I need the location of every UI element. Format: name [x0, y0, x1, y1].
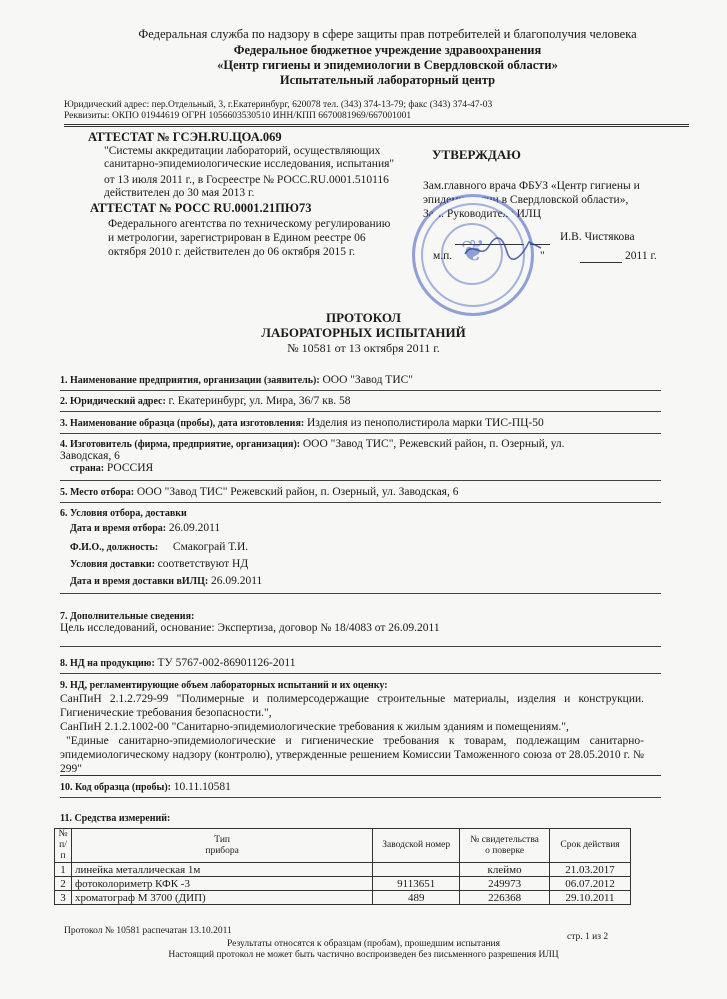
approval-date-quote: "	[540, 250, 545, 262]
footer-printed: Протокол № 10581 распечатан 13.10.2011	[64, 926, 232, 936]
section-6-fio	[70, 541, 248, 553]
col-header-cert-l2: о поверке	[485, 845, 525, 856]
footer-page-number: стр. 1 из 2	[567, 932, 609, 942]
institution-type: Федеральное бюджетное учреждение здравоохранения	[233, 43, 542, 57]
approval-mp: м.п.	[433, 250, 453, 262]
section-2-value: г. Екатеринбург, ул. Мира, 36/7 кв. 58	[168, 395, 351, 407]
approval-year: 2011 г.	[625, 250, 657, 262]
section-3	[60, 417, 661, 434]
col-header-num: № п/п	[55, 829, 72, 863]
col-header-type-l2: прибора	[205, 845, 239, 856]
sample-date-value: 26.09.2011	[168, 522, 221, 534]
attestat-1-title: АТТЕСТАТ № ГСЭН.RU.ЦОА.069	[88, 130, 282, 144]
section-5-label: 5. Место отбора:	[60, 487, 135, 498]
section-8-value: ТУ 5767-002-86901126-2011	[157, 657, 296, 669]
footer-note-2: Настоящий протокол не может быть частично воспроизведен без письменного разрешения ИЛЦ	[168, 950, 559, 960]
section-4-value-2: Заводская, 6	[60, 450, 120, 462]
cell-cert: 249973	[460, 877, 550, 891]
section-4-country: РОССИЯ	[106, 462, 154, 474]
approval-signer: И.В. Чистякова	[560, 231, 635, 243]
cell-valid: 29.10.2011	[550, 891, 631, 905]
sample-date-label: Дата и время отбора:	[70, 523, 167, 534]
legal-address: Юридический адрес: пер.Отдельный, 3, г.Екатеринбург, 620078 тел. (343) 374-13-79; факс (343) 374-47-03	[64, 100, 493, 110]
approval-title: УТВЕРЖДАЮ	[432, 147, 521, 162]
cell-serial	[373, 863, 460, 877]
section-9-divider	[60, 775, 661, 776]
protocol-number: № 10581 от 13 октября 2011 г.	[287, 341, 440, 355]
section-3-value: Изделия из пенополистирола марки ТИС-ПЦ-50	[306, 417, 544, 429]
lab-center-name: Испытательный лабораторный центр	[279, 73, 496, 87]
section-10	[60, 781, 661, 798]
protocol-subtitle: ЛАБОРАТОРНЫХ ИСПЫТАНИЙ	[261, 325, 466, 340]
attestat-2-line-2: и метрологии, зарегистрирован в Едином реестре 06	[108, 232, 366, 244]
agency-name: Федеральная служба по надзору в сфере защиты прав потребителей и благополучия человека	[138, 27, 637, 41]
section-4-label: 4. Изготовитель (фирма, предприятие, организация):	[60, 439, 301, 450]
protocol-title: ПРОТОКОЛ	[326, 310, 401, 325]
col-header-cert-l1: № свидетельства	[470, 834, 539, 845]
date-line	[580, 262, 622, 263]
conditions-value: соответствуют НД	[157, 558, 249, 570]
section-6-delivery	[70, 575, 262, 587]
section-2	[60, 395, 661, 412]
table-header-row	[55, 829, 631, 863]
section-5-value: ООО "Завод ТИС" Режевский район, п. Озерный, ул. Заводская, 6	[136, 486, 459, 498]
section-6-label: 6. Условия отбора, доставки	[60, 508, 187, 519]
attestat-1-line-4: действителен до 30 мая 2013 г.	[104, 187, 255, 199]
cell-num: 1	[55, 863, 72, 877]
requisites: Реквизиты: ОКПО 01944619 ОГРН 1056603530510 ИНН/КПП 6670081969/667001001	[64, 111, 412, 121]
attestat-1-line-2: санитарно-эпидемиологические исследования, испытания"	[104, 158, 395, 170]
section-9	[60, 679, 661, 693]
section-8	[60, 657, 661, 674]
section-6-conditions	[70, 558, 248, 570]
section-5	[60, 486, 661, 503]
col-header-valid: Срок действия	[550, 829, 631, 863]
cell-serial: 489	[373, 891, 460, 905]
institution-name: «Центр гигиены и эпидемиологии в Свердловской области»	[217, 58, 558, 72]
approval-line-2: эпидемиологии в Свердловской области»,	[423, 194, 629, 206]
cell-type: линейка металлическая 1м	[71, 863, 372, 877]
section-6-sample-date	[70, 522, 220, 534]
section-9-label: 9. НД, регламентирующие объем лабораторных испытаний и их оценку:	[60, 680, 388, 691]
cell-cert: клеймо	[460, 863, 550, 877]
header-divider-2	[64, 126, 689, 127]
cell-num: 2	[55, 877, 72, 891]
section-9-norm-2: СанПиН 2.1.2.1002-00 "Санитарно-эпидемиологические требования к жилым зданиям и помещениям.",	[60, 721, 569, 733]
table-row	[55, 863, 631, 877]
attestat-2-line-3: октября 2010 г. действителен до 06 октября 2015 г.	[108, 246, 356, 258]
cell-type: хроматограф М 3700 (ДИП)	[71, 891, 372, 905]
attestat-1-line-1: "Системы аккредитации лабораторий, осуществляющих	[104, 145, 381, 157]
delivery-value: 26.09.2011	[210, 575, 263, 587]
delivery-label: Дата и время доставки вИЛЦ:	[70, 576, 209, 587]
eagle-emblem-icon: ❦	[460, 235, 486, 268]
fio-label: Ф.И.О., должность:	[70, 542, 159, 553]
cell-serial: 9113651	[373, 877, 460, 891]
section-8-label: 8. НД на продукцию:	[60, 658, 155, 669]
section-4-value-1: ООО "Завод ТИС", Режевский район, п. Озерный, ул.	[302, 438, 565, 450]
section-11-label: 11. Средства измерений:	[60, 813, 171, 824]
cell-valid: 21.03.2017	[550, 863, 631, 877]
section-4	[60, 438, 661, 481]
col-header-type-l1: Тип	[214, 834, 230, 845]
fio-value: Смакограй Т.И.	[172, 541, 249, 553]
table-row	[55, 877, 631, 891]
attestat-2-title: АТТЕСТАТ № РОСС RU.0001.21ПЮ73	[90, 201, 312, 215]
section-4-country-label: страна:	[70, 463, 105, 474]
section-7-label: 7. Дополнительные сведения:	[60, 611, 195, 622]
signature-icon	[463, 236, 543, 262]
table-row	[55, 891, 631, 905]
cell-type: фотоколориметр КФК -3	[71, 877, 372, 891]
section-11	[60, 812, 661, 826]
col-header-cert	[460, 829, 550, 863]
cell-num: 3	[55, 891, 72, 905]
section-7-value: Цель исследований, основание: Экспертиза, договор № 18/4083 от 26.09.2011	[60, 622, 440, 634]
cell-valid: 06.07.2012	[550, 877, 631, 891]
measurement-instruments-table	[54, 828, 631, 905]
approval-line-1: Зам.главного врача ФБУЗ «Центр гигиены и	[423, 180, 640, 192]
section-10-value: 10.11.10581	[173, 781, 231, 793]
section-9-norm-1: СанПиН 2.1.2.729-99 "Полимерные и полимерсодержащие строительные материалы, изделия и конструкции. Гигиенические требования безопасности.",	[60, 693, 644, 719]
section-3-label: 3. Наименование образца (пробы), дата изготовления:	[60, 418, 305, 429]
footer-note-1: Результаты относятся к образцам (пробам), прошедшим испытания	[227, 939, 500, 949]
attestat-1-line-3: от 13 июля 2011 г., в Госреестре № РОСС.RU.0001.510116	[104, 174, 389, 186]
attestat-2-line-1: Федерального агентства по техническому регулированию	[108, 218, 391, 230]
approval-line-3: Зам. Руководителя ИЛЦ	[423, 208, 542, 220]
section-1-label: 1. Наименование предприятия, организации (заявитель):	[60, 375, 320, 386]
section-7	[60, 610, 661, 647]
section-2-label: 2. Юридический адрес:	[60, 396, 166, 407]
conditions-label: Условия доставки:	[70, 559, 155, 570]
section-1	[60, 374, 661, 391]
section-1-value: ООО "Завод ТИС"	[322, 374, 413, 386]
header-divider	[64, 124, 689, 125]
section-10-label: 10. Код образца (пробы):	[60, 782, 171, 793]
col-header-serial: Заводской номер	[373, 829, 460, 863]
section-9-norm-3: "Единые санитарно-эпидемиологические и гигиенические требования к товарам, подлежащим санитарно-эпидемиологическому надзору (контролю), утвержденные решением Комиссии Таможенного союза от 28.05.2010 г. № 299"	[60, 735, 644, 775]
col-header-type	[71, 829, 372, 863]
cell-cert: 226368	[460, 891, 550, 905]
